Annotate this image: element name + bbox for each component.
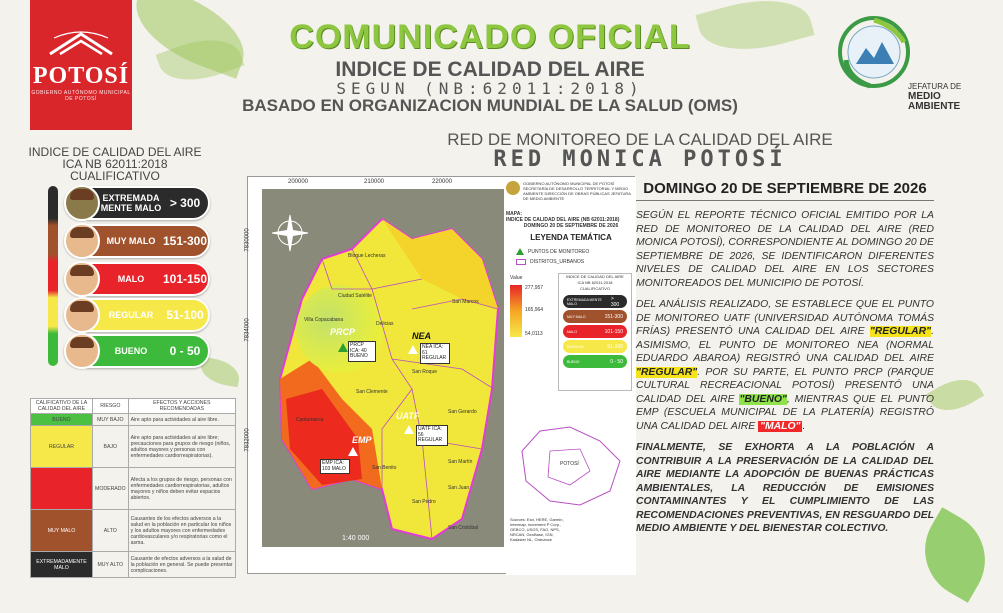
station-marker-icon bbox=[348, 447, 358, 456]
jefatura-line2: MEDIO AMBIENTE bbox=[908, 91, 961, 112]
table-header: CALIFICATIVO DE LA CALIDAD DEL AIRE bbox=[31, 399, 93, 414]
map-sources: Sources: Esri, HERE, Garmin, Intermap, increment P Corp., GEBCO, USGS, FAO, NPS, NRCAN, GeoBase, IGN, Kadaster NL, Ordnance bbox=[510, 517, 564, 542]
mini-level bbox=[563, 295, 627, 308]
value-gradient bbox=[510, 285, 522, 337]
jefatura-logo bbox=[834, 12, 964, 112]
table-cell-text: Causante de efectos adversos a la salud de la población en general. Se puede presentar complicaciones. bbox=[128, 552, 235, 578]
station-marker-icon bbox=[408, 345, 418, 354]
level-range: 51-100 bbox=[166, 308, 204, 322]
map-date: DOMINGO 20 DE SEPTIEMBRE DE 2026 bbox=[523, 223, 619, 229]
table-row bbox=[31, 468, 236, 510]
station-label: UATF ICA: 56 REGULAR bbox=[416, 425, 448, 446]
table-row bbox=[31, 552, 236, 578]
mini-level-range: 51-100 bbox=[607, 343, 623, 350]
table-cell-category: MALO bbox=[31, 468, 93, 510]
table-cell-text: Afecta a los grupos de riesgo, personas con enfermedades cardiorrespiratorias, adultos mayores y niños deben evitar espacios abiertos. bbox=[128, 468, 235, 510]
mini-scale-heading: ICA NB 62011:2018 bbox=[577, 280, 613, 285]
table-cell-text: Aire apto para actividades al aire libre. bbox=[128, 414, 235, 426]
level-range: 0 - 50 bbox=[169, 344, 201, 358]
inset-label: POTOSÍ bbox=[560, 461, 579, 467]
legend-item: PUNTOS DE MONITOREO bbox=[528, 248, 590, 255]
table-header-row bbox=[31, 399, 236, 414]
table-cell-category: MUY MALO bbox=[31, 510, 93, 552]
value-low: 54,0113 bbox=[525, 331, 543, 337]
logo-subtitle: GOBIERNO AUTÓNOMO MUNICIPAL DE POTOSÍ bbox=[31, 90, 131, 102]
district-label: Bloque Lecheras bbox=[348, 253, 386, 259]
ica-level-bad bbox=[64, 262, 210, 296]
table-cell-risk: ALTO bbox=[93, 510, 129, 552]
district-label: Delicias bbox=[376, 321, 394, 327]
district-outline-icon bbox=[516, 259, 526, 265]
coord-label: 200000 bbox=[288, 179, 309, 185]
station-marker-icon bbox=[404, 425, 414, 434]
highlight-regular: "REGULAR" bbox=[636, 366, 698, 378]
face-icon bbox=[64, 333, 100, 369]
value-high: 277,957 bbox=[525, 285, 544, 291]
masked-face-icon bbox=[64, 261, 100, 297]
value-label: Value bbox=[510, 275, 523, 281]
station-marker-icon bbox=[338, 343, 348, 352]
highlight-good: "BUENO" bbox=[739, 393, 787, 405]
logo-name: POTOSÍ bbox=[32, 63, 130, 89]
mini-level-name: MALO bbox=[567, 329, 577, 334]
table-cell-text: Aire apto para actividades al aire libre; precauciones para grupos de riesgo (niños, adultos mayores y personas con enfermedades cardiorrespiratorias). bbox=[128, 426, 235, 468]
table-cell-category: EXTREMADAMENTE MALO bbox=[31, 552, 93, 578]
level-range: 101-150 bbox=[162, 272, 208, 286]
highlight-regular: "REGULAR" bbox=[869, 326, 932, 337]
district-label: San Cristóbal bbox=[448, 525, 479, 531]
highlight-bad: "MALO" bbox=[760, 420, 801, 432]
ica-level-extremely-bad bbox=[64, 186, 210, 220]
table-header: RIESGO bbox=[93, 399, 129, 414]
mini-level-range: 101-150 bbox=[604, 328, 623, 335]
ica-heading-2: ICA NB 62011:2018 bbox=[62, 157, 168, 171]
report-date: DOMINGO 20 DE SEPTIEMBRE DE 2026 bbox=[636, 180, 934, 201]
city-emblem-icon bbox=[46, 30, 116, 56]
district-label: San Martín bbox=[448, 459, 473, 465]
mini-scale-heading: INDICE DE CALIDAD DEL AIRE bbox=[566, 274, 624, 279]
mini-level-name: EXTREMADA MENTE MALO bbox=[567, 297, 602, 306]
title-norm: SEGUN (NB:62011:2018) bbox=[336, 79, 644, 98]
table-cell-category: REGULAR bbox=[31, 426, 93, 468]
legend-title: LEYENDA TEMÁTICA bbox=[530, 233, 612, 242]
district-label: San Juan bbox=[448, 485, 470, 491]
gas-mask-face-icon bbox=[64, 185, 100, 221]
mini-level bbox=[563, 310, 627, 323]
table-row bbox=[31, 414, 236, 426]
legend-item: DISTRITOS_URBANOS bbox=[530, 259, 585, 265]
table-cell-category: BUENO bbox=[31, 414, 93, 426]
district-label: San Roque bbox=[412, 369, 438, 375]
coord-label: 220000 bbox=[432, 179, 453, 185]
ica-heading-3: CUALIFICATIVO bbox=[70, 169, 160, 183]
mini-scale-heading: CUALIFICATIVO bbox=[580, 286, 610, 291]
district-label: San Gerardo bbox=[448, 409, 477, 415]
network-name: RED MONICA POTOSÍ bbox=[493, 147, 787, 172]
table-row bbox=[31, 510, 236, 552]
green-triangle-icon bbox=[516, 248, 524, 255]
face-icon bbox=[64, 297, 100, 333]
mini-ica-scale bbox=[558, 273, 632, 391]
mini-level bbox=[563, 325, 627, 338]
district-label: Villa Copacabana bbox=[304, 317, 344, 323]
station-label: NEA ICA: 61 REGULAR bbox=[420, 343, 450, 364]
mini-level-name: REGULAR bbox=[567, 344, 584, 349]
coord-label: 7830000 bbox=[244, 228, 251, 252]
district-label: San Marcos bbox=[452, 299, 479, 305]
level-name: BUENO bbox=[114, 346, 148, 356]
district-label: Cantumarca bbox=[296, 417, 324, 423]
station-code: PRCP bbox=[330, 327, 356, 337]
report-paragraph-3: FINALMENTE, SE EXHORTA A LA POBLACIÓN A CONTRIBUIR A LA PRESERVACIÓN DE LA CALIDAD DEL AIRE MEDIANTE LA ADOPCIÓN DE BUENAS PRÁCTICAS AMBIENTALES, LA REDUCCIÓN DE EMISIONES CONTAMINANTES Y EL CUMPLIMIENTO DE LAS RECOMENDACIONES PREVENTIVAS, EN RESGUARDO DEL MEDIO AMBIENTE Y DEL BIENESTAR COLECTIVO. bbox=[636, 442, 934, 534]
ica-level-very-bad bbox=[64, 224, 210, 258]
table-cell-risk: BAJO bbox=[93, 426, 129, 468]
station-code: NEA bbox=[412, 331, 432, 341]
report-text: , MIENTRAS QUE EL PUNTO EMP (ESCUELA MUNICIPAL DE LA PLATERÍA) REGISTRÓ UNA CALIDAD DEL AIRE bbox=[636, 393, 934, 432]
station-label: EMP ICA: 103 MALO bbox=[320, 459, 350, 474]
mini-level-range: 151-300 bbox=[604, 313, 623, 320]
report-text: . POR SU PARTE, EL PUNTO PRCP (PARQUE CULTURAL RECREACIONAL POTOSÍ) PRESENTÓ UNA CALIDAD DEL AIRE bbox=[636, 366, 934, 405]
district-label: Ciudad Satélite bbox=[338, 293, 372, 299]
title-oms: BASADO EN ORGANIZACION MUNDIAL DE LA SALUD (OMS) bbox=[242, 96, 738, 115]
table-cell-risk: MUY BAJO bbox=[93, 414, 129, 426]
recommendations-table bbox=[30, 398, 236, 578]
station-code: UATF bbox=[396, 411, 420, 421]
map-title: INDICE DE CALIDAD DEL AIRE (NB 62011:2018) bbox=[506, 217, 620, 223]
municipal-seal-icon bbox=[506, 181, 520, 195]
level-name: EXTREMADA MENTE MALO bbox=[100, 193, 162, 213]
coord-label: 7832000 bbox=[244, 428, 251, 452]
ica-heading-1: INDICE DE CALIDAD DEL AIRE bbox=[28, 145, 202, 159]
map-side-panel bbox=[506, 177, 636, 575]
district-label: San Clemente bbox=[356, 389, 388, 395]
mini-level bbox=[563, 355, 627, 368]
level-range: > 300 bbox=[169, 196, 201, 210]
table-cell-text: Causantes de los efectos adversos a la salud en la población en particular los niños y los adultos mayores con enfermedades cardiovasculares y/o respiratorias como el asma. bbox=[128, 510, 235, 552]
jefatura-line1: JEFATURA DE bbox=[908, 82, 962, 91]
station-label: PRCP ICA: 40 BUENO bbox=[348, 341, 376, 362]
panel-organization: GOBIERNO AUTÓNOMO MUNICIPAL DE POTOSÍ SECRETARÍA DE DESARROLLO TERRITORIAL Y MEDIO AMBIENTE DIRECCIÓN DE OBRAS PÚBLICAS JEFATURA DE MEDIO AMBIENTE bbox=[523, 181, 631, 201]
mini-level-range: 0 - 50 bbox=[610, 358, 623, 365]
coord-label: 210000 bbox=[364, 179, 385, 185]
level-name: MUY MALO bbox=[106, 236, 156, 246]
scale-label: 1:40 000 bbox=[342, 535, 370, 542]
mini-level-name: BUENO bbox=[567, 359, 580, 364]
mini-level-range: > 300 bbox=[610, 295, 620, 308]
inset-map bbox=[510, 421, 632, 511]
report-text: . bbox=[802, 420, 806, 432]
potosi-logo bbox=[30, 0, 132, 130]
report-column bbox=[636, 180, 934, 536]
district-label: San Benito bbox=[372, 465, 397, 471]
table-cell-risk: MUY ALTO bbox=[93, 552, 129, 578]
level-range: 151-300 bbox=[162, 234, 208, 248]
mini-level-name: MUY MALO bbox=[567, 314, 586, 319]
ica-heading bbox=[20, 146, 210, 182]
value-mid: 165,964 bbox=[525, 307, 544, 313]
ica-level-regular bbox=[64, 298, 210, 332]
report-paragraph-2 bbox=[636, 298, 934, 433]
page-title: COMUNICADO OFICIAL bbox=[289, 18, 691, 56]
leaf-decoration bbox=[926, 370, 984, 421]
table-header: EFECTOS Y ACCIONES RECOMENDADAS bbox=[128, 399, 235, 414]
air-quality-map bbox=[244, 176, 635, 574]
report-text: DEL ANÁLISIS REALIZADO, SE ESTABLECE QUE EL PUNTO DE MONITOREO UATF (UNIVERSIDAD AUTÓNOMA TOMÁS FRÍAS) PRESENTÓ UNA CALIDAD DEL AIRE bbox=[636, 299, 934, 337]
title-ica: INDICE DE CALIDAD DEL AIRE bbox=[335, 58, 645, 81]
mini-level bbox=[563, 340, 627, 353]
masked-face-icon bbox=[64, 223, 100, 259]
environment-emblem-icon bbox=[834, 12, 914, 92]
district-label: San Pedro bbox=[412, 499, 436, 505]
map-label: MAPA: bbox=[506, 211, 523, 217]
report-paragraph-1: SEGÚN EL REPORTE TÉCNICO OFICIAL EMITIDO POR LA RED DE MONITOREO DE LA CALIDAD DEL AIRE (RED MONICA POTOSÍ), CORRESPONDIENTE AL DOMINGO 20 DE SEPTIEMBRE DE 2026, SE IDENTIFICARON DIFERENTES NIVELES DE CALIDAD DEL AIRE EN LOS SECTORES MONITOREADOS DEL MUNICIPIO DE POTOSÍ. bbox=[636, 210, 934, 289]
network-title: RED DE MONITOREO DE LA CALIDAD DEL AIRE bbox=[447, 130, 833, 149]
table-row bbox=[31, 426, 236, 468]
ica-scale-bar bbox=[48, 186, 58, 366]
report-text: . ASIMISMO, EL PUNTO DE MONITOREO NEA (NORMAL EDUARDO ABAROA) REGISTRÓ UNA CALIDAD DEL AIRE bbox=[636, 326, 934, 364]
station-code: EMP bbox=[352, 435, 372, 445]
level-name: MALO bbox=[117, 274, 145, 284]
ica-level-good bbox=[64, 334, 210, 368]
table-cell-risk: MODERADO bbox=[93, 468, 129, 510]
map-drawing bbox=[262, 189, 504, 547]
level-name: REGULAR bbox=[108, 310, 154, 320]
coord-label: 7834000 bbox=[244, 318, 251, 342]
map-canvas bbox=[262, 189, 504, 547]
